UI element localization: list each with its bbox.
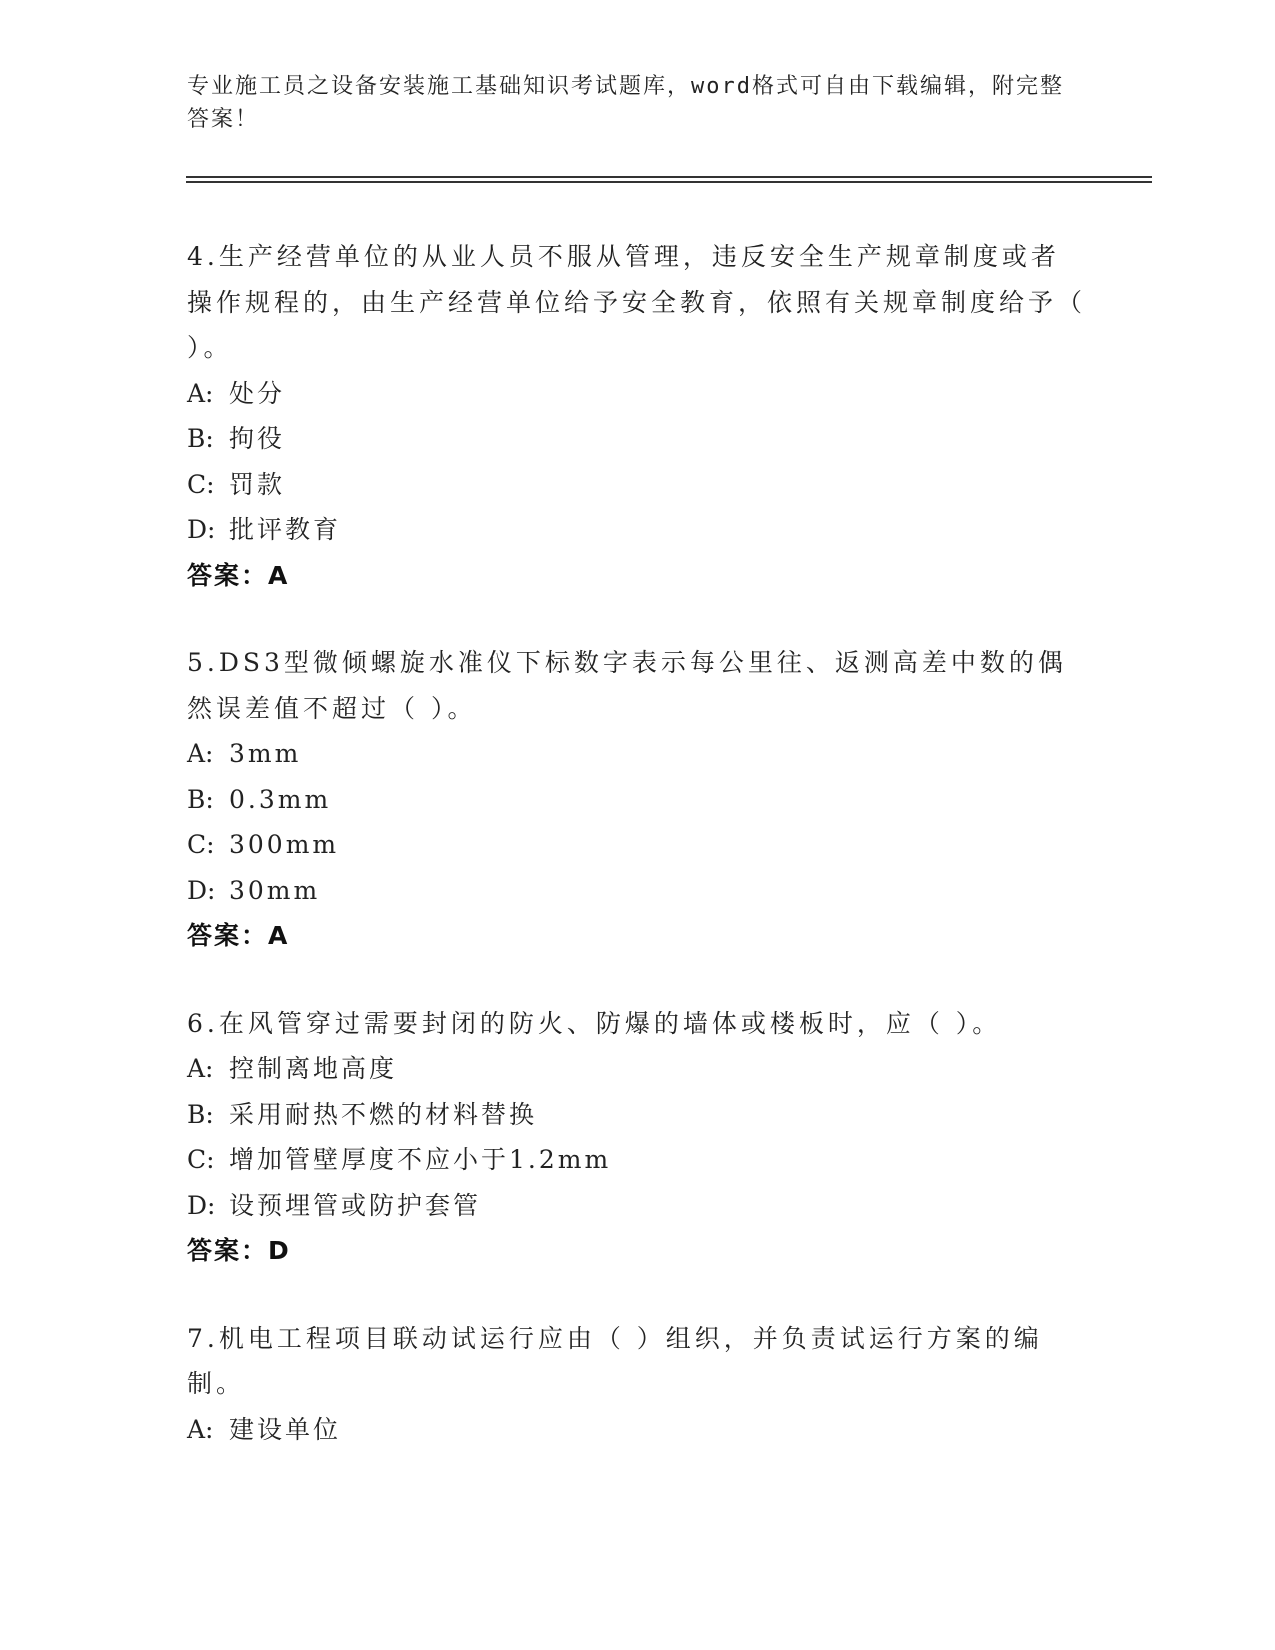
answer-option	[187, 1183, 1087, 1229]
answer-key: 答案：A	[187, 560, 290, 590]
header-divider-bottom	[186, 181, 1152, 183]
option-letter: C:	[187, 469, 215, 499]
option-letter: A:	[187, 378, 214, 408]
option-letter: A:	[187, 1414, 214, 1444]
option-text: 拘役	[229, 424, 286, 453]
option-letter: D:	[187, 515, 216, 544]
question-stem: 6.在风管穿过需要封闭的防火、防爆的墙体或楼板时，应（ ）。	[187, 1008, 1002, 1038]
option-text: 增加管壁厚度不应小于1.2mm	[229, 1145, 612, 1174]
option-text: 30mm	[229, 875, 321, 905]
option-text: 设预埋管或防护套管	[229, 1190, 482, 1220]
option-letter: A:	[187, 1054, 214, 1083]
option-text: 采用耐热不燃的材料替换	[229, 1099, 538, 1129]
answer-key: 答案：D	[187, 1236, 291, 1265]
question-stem: 5.DS3型微倾螺旋水准仪下标数字表示每公里往、返测高差中数的偶然误差值不超过（ ）。	[187, 648, 1067, 723]
answer-option	[187, 507, 1087, 553]
question-item	[187, 1316, 1087, 1453]
option-text: 300mm	[229, 830, 340, 859]
answer-option	[187, 822, 1087, 868]
option-text: 3mm	[229, 739, 302, 768]
option-letter: B:	[187, 1099, 214, 1129]
option-letter: B:	[187, 424, 214, 453]
header-divider-top	[186, 176, 1152, 178]
option-letter: B:	[187, 784, 214, 814]
answer-option	[187, 1092, 1087, 1138]
option-text: 罚款	[229, 469, 286, 499]
answer-option	[187, 868, 1087, 914]
document-header: 专业施工员之设备安装施工基础知识考试题库，word格式可自由下载编辑，附完整答案！	[187, 74, 1064, 132]
question-stem: 4.生产经营单位的从业人员不服从管理，违反安全生产规章制度或者操作规程的，由生产经营单位给予安全教育，依照有关规章制度给予（ ）。	[187, 242, 1087, 362]
option-letter: D:	[187, 875, 216, 905]
answer-option	[187, 462, 1087, 508]
question-item	[187, 1001, 1087, 1274]
answer-option	[187, 416, 1087, 462]
answer-option	[187, 777, 1087, 823]
option-letter: A:	[187, 739, 214, 768]
answer-option	[187, 1046, 1087, 1092]
question-item	[187, 640, 1087, 959]
question-list	[187, 234, 1087, 1494]
answer-option	[187, 1137, 1087, 1183]
option-text: 0.3mm	[229, 784, 332, 814]
option-letter: C:	[187, 830, 215, 859]
question-stem: 7.机电工程项目联动试运行应由（ ）组织，并负责试运行方案的编制。	[187, 1323, 1043, 1398]
answer-option	[187, 371, 1087, 417]
answer-option	[187, 731, 1087, 777]
option-text: 建设单位	[229, 1414, 342, 1444]
answer-option	[187, 1407, 1087, 1453]
option-text: 控制离地高度	[229, 1054, 398, 1083]
answer-key: 答案：A	[187, 921, 290, 950]
option-letter: D:	[187, 1190, 216, 1220]
option-text: 处分	[229, 378, 286, 408]
question-item	[187, 234, 1087, 598]
option-letter: C:	[187, 1145, 215, 1174]
option-text: 批评教育	[229, 515, 342, 544]
